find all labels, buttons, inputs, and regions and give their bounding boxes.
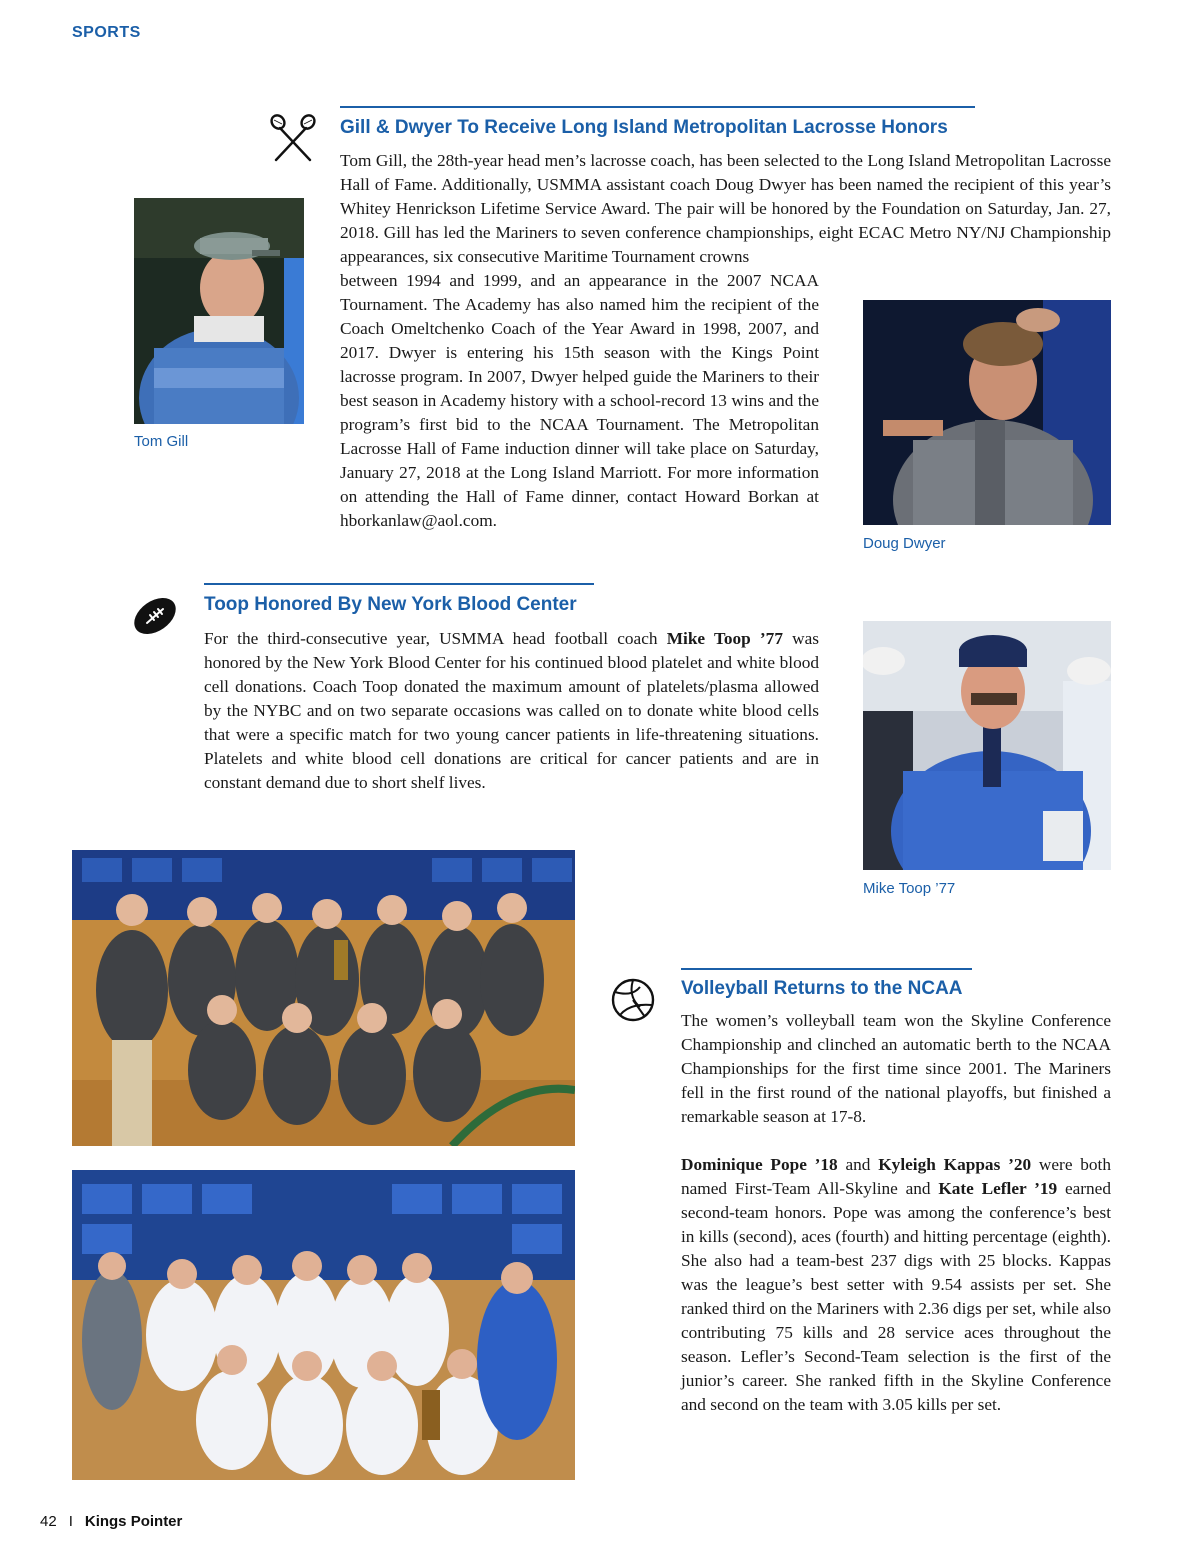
volleyball-paragraph-2 [681,1153,1111,1417]
lacrosse-body-paragraph-2: between 1994 and 1999, and an appearance in the 2007 NCAA Tournament. The Academy has also named him the recipient of the Coach Omeltchenko Coach of the Year Award in 1998, 2007, and 2017. Dwyer is entering his 15th season with the Kings Point lacrosse program. In 2007, Dwyer helped guide the Mariners to their best season in Academy history with a school-record 13 wins and the program’s first bid to the NCAA Tournament. The Metropolitan Lacrosse Hall of Fame induction dinner will take place on Saturday, January 27, 2018 at the Long Island Marriott. For more information on attending the Hall of Fame dinner, contact Howard Borkan at hborkanlaw@aol.com. [340,271,819,530]
section-label: SPORTS [72,24,141,41]
lacrosse-headline: Gill & Dwyer To Receive Long Island Metropolitan Lacrosse Honors [340,117,948,138]
volleyball-headline-rule [681,968,972,970]
footer-separator: I [68,1513,73,1530]
football-body-paragraph [204,627,819,795]
mike-toop-name: Mike Toop ’77 [666,629,783,648]
volleyball-paragraph-spacer [681,1129,1111,1153]
volleyball-p2-text-1: and [837,1155,879,1174]
tom-gill-caption: Tom Gill [134,433,189,450]
football-body [204,627,819,795]
volleyball-p2-text-2: were both named First-Team All-Skyline and [681,1155,1111,1198]
doug-dwyer-caption: Doug Dwyer [863,535,946,552]
dominique-pope-name: Dominique Pope ’18 [681,1155,838,1174]
crossed-lacrosse-sticks-icon [270,114,316,162]
volleyball-team-photo-1 [72,850,575,1146]
publication-name: Kings Pointer [84,1513,183,1530]
football-body-after: was honored by the New York Blood Center for his continued blood platelet and white blood cell donations. Coach Toop donated the maximum amount of platelets/plasma allowed by the NYBC and on two separate occasions was called on to donate white blood cells that were a specific match for two young cancer patients in life-threatening situations. Platelets and white blood cell donations are critical for cancer patients and are in constant demand due to short shelf lives. [204,629,819,792]
kate-lefler-name: Kate Lefler ’19 [938,1179,1058,1198]
football-body-before: For the third-consecutive year, USMMA head football coach [204,629,667,648]
mike-toop-photo [863,621,1111,870]
lacrosse-body-narrow [340,269,819,533]
volleyball-team-photo-2 [72,1170,575,1480]
doug-dwyer-photo [863,300,1111,525]
lacrosse-body-paragraph-1: Tom Gill, the 28th-year head men’s lacrosse coach, has been selected to the Long Island Metropolitan Lacrosse Hall of Fame. Additionally, USMMA assistant coach Doug Dwyer has been named the recipient of this year’s Whitey Henrickson Lifetime Service Award. The pair will be honored by the Foundation on Saturday, Jan. 27, 2018. Gill has led the Mariners to seven conference championships, eight ECAC Metro NY/NJ Championship appearances, six consecutive Maritime Tournament crowns [340,151,1111,266]
tom-gill-photo [134,198,304,424]
volleyball-body [681,1009,1111,1417]
volleyball-p2-text-3: earned second-team honors. Pope was among the conference’s best in kills (second), aces (fourth) and hitting percentage (eighth). She also had a team-best 237 digs with 25 blocks. Kappas was the league’s best setter with 9.54 assists per set. She ranked third on the Mariners with 2.36 digs per set, while also contributing 75 kills and 28 service aces throughout the season. Lefler’s Second-Team selection is the first of the junior’s career. She ranked fifth in the Skyline Conference and second on the team with 3.05 kills per set. [681,1179,1111,1414]
lacrosse-headline-rule [340,106,975,108]
football-icon [131,593,179,639]
volleyball-headline: Volleyball Returns to the NCAA [681,978,963,999]
volleyball-paragraph-1: The women’s volleyball team won the Skyline Conference Championship and clinched an automatic berth to the NCAA Championships for the first time since 2001. The Mariners fell in the first round of the national playoffs, but finished a remarkable season at 17-8. [681,1011,1111,1126]
kyleigh-kappas-name: Kyleigh Kappas ’20 [878,1155,1032,1174]
lacrosse-body-full [340,149,1111,269]
football-headline: Toop Honored By New York Blood Center [204,594,577,615]
football-headline-rule [204,583,594,585]
volleyball-icon [610,977,656,1023]
mike-toop-caption: Mike Toop ’77 [863,880,956,897]
page-footer [40,1513,182,1530]
page-number: 42 [40,1513,57,1530]
